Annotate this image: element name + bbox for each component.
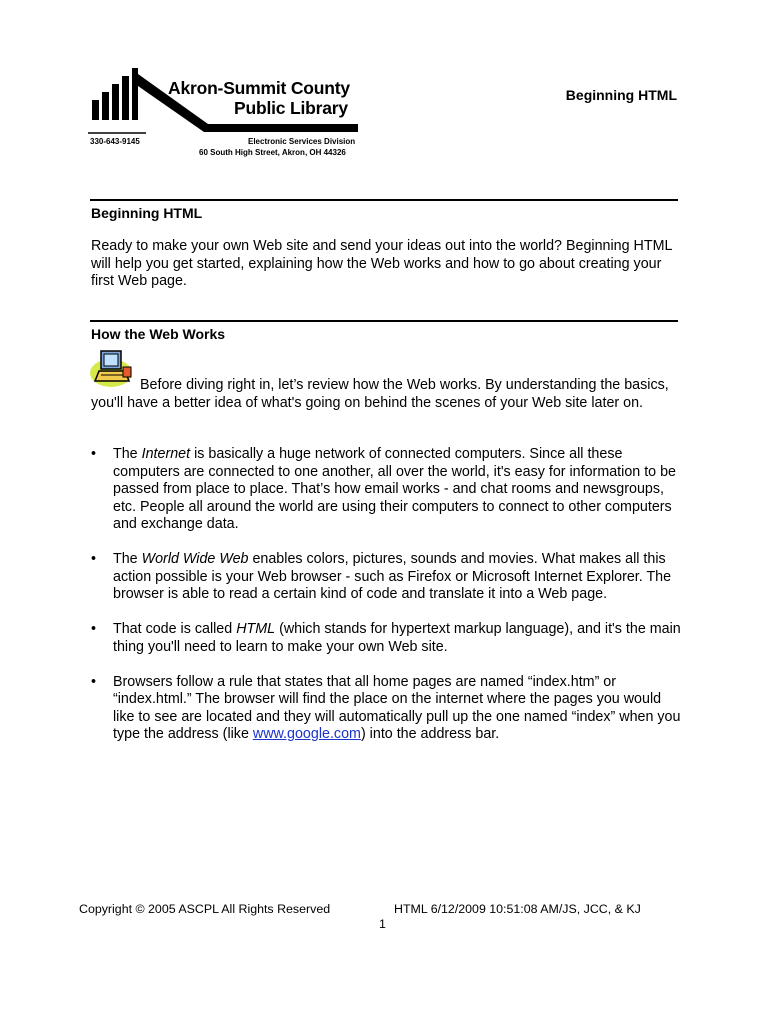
bullet-text-after: ) into the address bar.: [360, 726, 500, 743]
bullet-text-before: The: [113, 446, 142, 462]
web-works-intro: Before diving right in, let’s review how the Web works. By understanding the basics, you'll have a better idea of what's going on behind the scenes of your Web site later on.: [91, 377, 669, 411]
library-logo: [88, 64, 360, 160]
logo-division: Electronic Services Division: [248, 137, 356, 146]
intro-paragraph: Ready to make your own Web site and send your ideas out into the world? Beginning HTML will help you get started, explaining how the Web works and how to go about creating your first Web page.: [91, 238, 672, 290]
bullet-emphasis: World Wide Web: [141, 551, 249, 568]
list-item: [91, 446, 683, 534]
bullet-text-after: is basically a huge network of connected computers. Since all these computers are connected to one another, all over the world, it's easy for information to be passed from place to place. That’s how email works - and chat rooms and newsgroups, etc. People all around the world are using their computers to connect to other computers and exchange data.: [113, 446, 677, 532]
divider-top: [90, 199, 678, 201]
logo-phone: 330-643-9145: [90, 137, 140, 146]
section-heading-beginning-html: Beginning HTML: [91, 205, 203, 221]
page-number: 1: [379, 917, 386, 931]
google-link[interactable]: www.google.com: [252, 726, 361, 743]
logo-address: 60 South High Street, Akron, OH 44326: [199, 148, 346, 157]
bullet-dot: •: [91, 621, 97, 638]
list-item: [91, 551, 683, 604]
web-facts-list: [91, 446, 683, 761]
footer-copyright: Copyright © 2005 ASCPL All Rights Reserved: [79, 902, 331, 916]
bullet-dot: •: [91, 673, 97, 690]
header-title: Beginning HTML: [565, 87, 677, 103]
list-item: [91, 674, 683, 744]
list-item: [91, 621, 683, 656]
bullet-text-after: enables colors, pictures, sounds and movies. What makes all this action possible is your Web browser - such as Firefox or Microsoft Internet Explorer. The browser is able to read a certain kind of code and translate it into a Web page.: [113, 551, 672, 603]
footer-info: HTML 6/12/2009 10:51:08 AM/JS, JCC, & KJ: [394, 902, 641, 916]
bullet-text-before: Browsers follow a rule that states that all home pages are named “index.htm” or “index.html.” The browser will find the place on the internet where the pages you would like to see are located and they will automatically pull up the one named “index” when you type the address (like: [113, 673, 681, 743]
bullet-dot: •: [91, 446, 97, 462]
divider-middle: [90, 320, 678, 322]
bullet-text-after: (which stands for hypertext markup language), and it's the main thing you'll need to learn to make your own Web site.: [113, 621, 681, 655]
logo-name-line1: Akron-Summit County: [168, 78, 350, 98]
bullet-dot: •: [91, 551, 97, 568]
section-heading-how-web-works: How the Web Works: [91, 326, 226, 342]
bullet-text-before: That code is called: [113, 621, 237, 638]
bullet-text-before: The: [113, 551, 142, 568]
bullet-emphasis: Internet: [141, 446, 191, 462]
logo-name-line2: Public Library: [234, 98, 348, 118]
bullet-emphasis: HTML: [236, 621, 276, 638]
